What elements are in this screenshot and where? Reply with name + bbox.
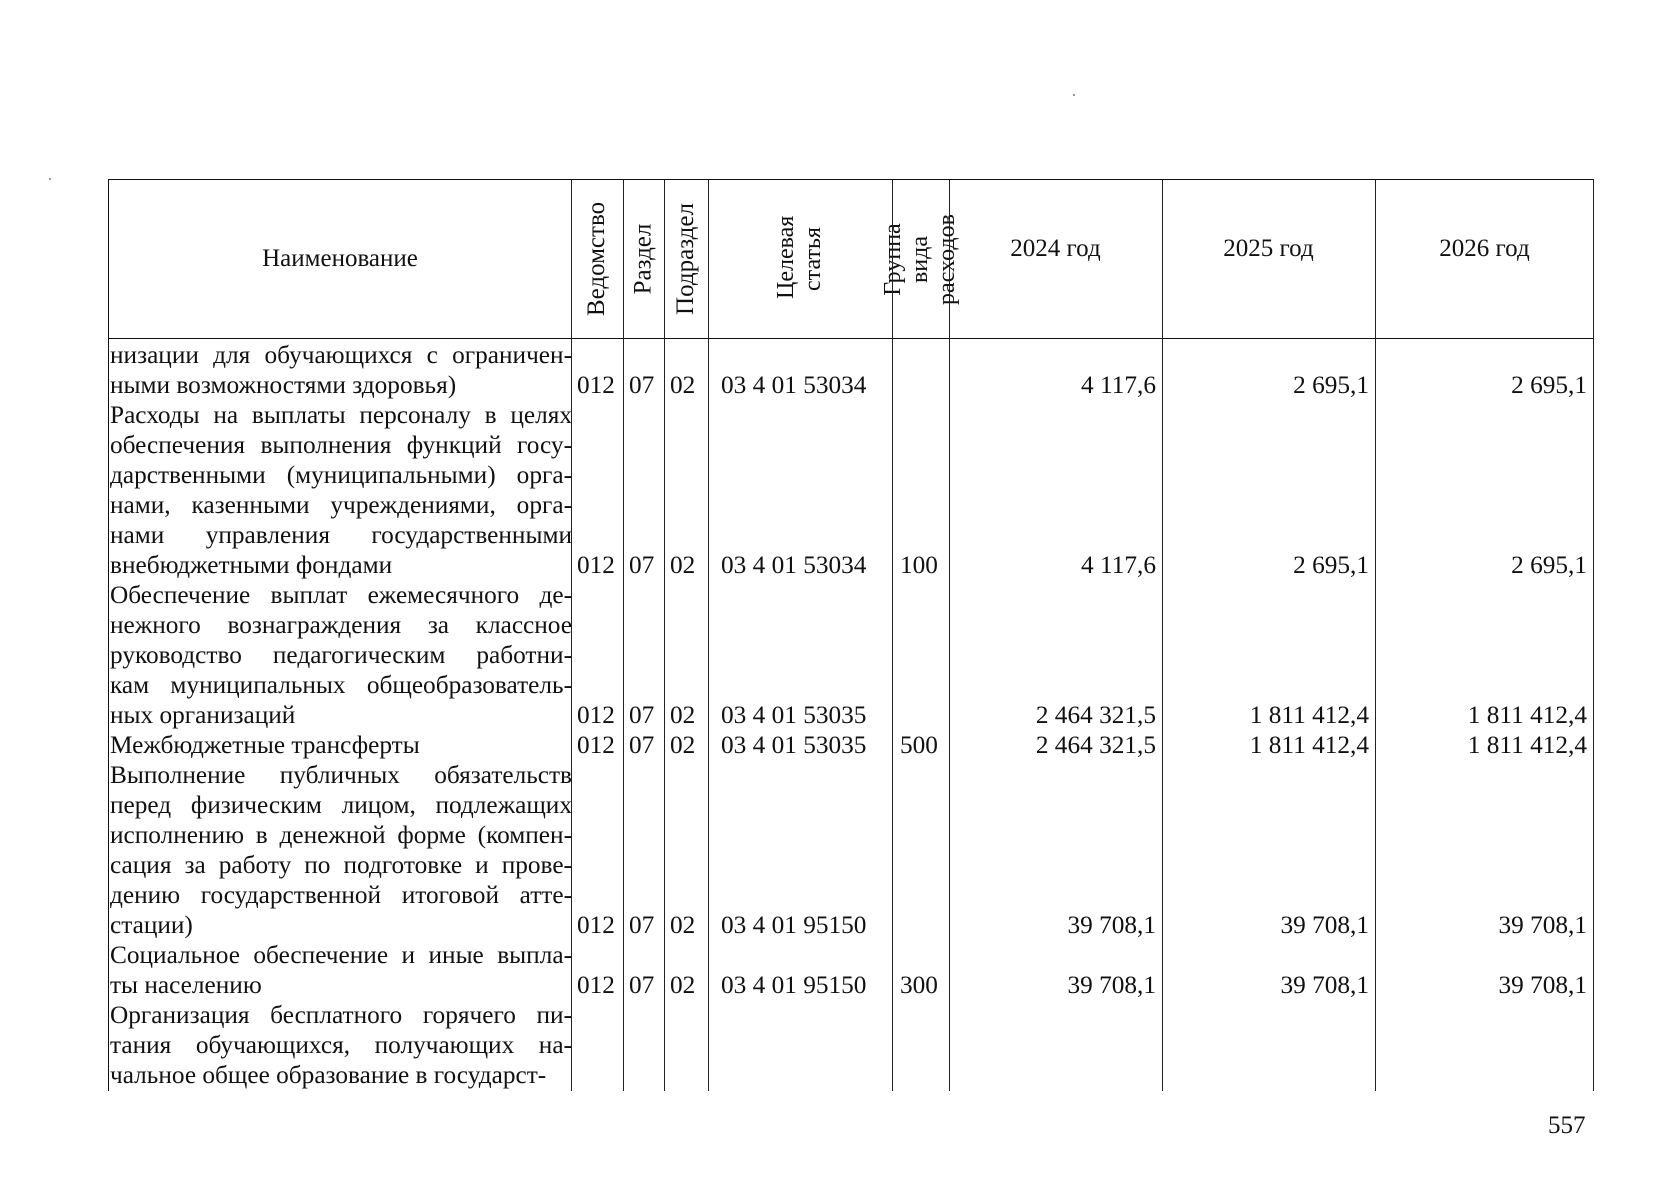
- row-name-line: Выполнение публичных обязательств: [110, 761, 572, 789]
- header-expense-group: [880, 180, 961, 338]
- row-name-line: руководство педагогическим работни-: [110, 641, 572, 669]
- cell-section: 07: [629, 551, 655, 579]
- header-section: [623, 180, 664, 338]
- header-name-label: Наименование: [262, 245, 418, 272]
- cell-subsection: 02: [670, 701, 696, 729]
- cell-target-article: 03 4 01 53034: [721, 371, 867, 399]
- cell-target-article: 03 4 01 95150: [721, 911, 867, 939]
- cell-subsection: 02: [670, 731, 696, 759]
- header-target-article-label: Целевая статья: [773, 215, 826, 299]
- header-year-2025-label: 2025 год: [1223, 235, 1314, 262]
- cell-target-article: 03 4 01 95150: [721, 971, 867, 999]
- header-year-2026-label: 2026 год: [1439, 235, 1530, 262]
- column-divider: [1375, 180, 1376, 1091]
- row-name-line: низации для обучающихся с ограничен-: [110, 341, 572, 369]
- cell-target-article: 03 4 01 53035: [721, 731, 867, 759]
- column-divider: [892, 180, 893, 1091]
- cell-section: 07: [629, 911, 655, 939]
- scan-speck: [49, 178, 51, 180]
- cell-subsection: 02: [670, 371, 696, 399]
- cell-expense-group: 100: [900, 551, 938, 579]
- header-department: [571, 180, 623, 338]
- header-subsection: [664, 180, 708, 338]
- cell-year-2026: 1 811 412,4: [1467, 731, 1587, 759]
- cell-year-2026: 39 708,1: [1498, 971, 1587, 999]
- cell-department: 012: [577, 971, 615, 999]
- cell-department: 012: [577, 731, 615, 759]
- cell-section: 07: [629, 971, 655, 999]
- cell-year-2026: 2 695,1: [1511, 551, 1587, 579]
- row-name-line: Обеспечение выплат ежемесячного де-: [110, 581, 572, 609]
- header-department-label: Ведомство: [583, 201, 611, 317]
- cell-year-2026: 1 811 412,4: [1467, 701, 1587, 729]
- header-subsection-label: Подраздел: [672, 203, 699, 315]
- cell-year-2025: 2 695,1: [1293, 551, 1369, 579]
- row-name-line: Расходы на выплаты персоналу в целях: [110, 401, 572, 429]
- header-year-2026: [1375, 180, 1594, 338]
- row-name-line: ты населению: [110, 971, 262, 999]
- cell-year-2024: 4 117,6: [1081, 551, 1156, 579]
- scan-speck: [1073, 94, 1075, 96]
- page-number: 557: [1548, 1112, 1586, 1139]
- column-divider: [949, 180, 950, 1091]
- row-name-line: исполнению в денежной форме (компен-: [110, 821, 572, 849]
- row-name-line: перед физическим лицом, подлежащих: [110, 791, 572, 819]
- cell-subsection: 02: [670, 911, 696, 939]
- cell-year-2024: 39 708,1: [1067, 911, 1156, 939]
- row-name-line: сация за работу по подготовке и прове-: [110, 851, 572, 879]
- row-name-line: дению государственной итоговой атте-: [110, 881, 572, 909]
- cell-year-2025: 1 811 412,4: [1249, 731, 1369, 759]
- cell-expense-group: 500: [900, 731, 938, 759]
- row-name-line: внебюджетными фондами: [110, 551, 393, 579]
- header-year-2025: [1162, 180, 1375, 338]
- table-header-row: [109, 180, 1594, 339]
- budget-table: [108, 179, 1594, 1091]
- row-name-line: ными возможностями здоровья): [110, 371, 457, 399]
- cell-department: 012: [577, 911, 615, 939]
- header-section-label: Раздел: [629, 223, 657, 295]
- cell-year-2026: 39 708,1: [1498, 911, 1587, 939]
- row-name-line: тания обучающихся, получающих на-: [110, 1031, 572, 1059]
- cell-year-2025: 2 695,1: [1293, 371, 1369, 399]
- cell-year-2025: 39 708,1: [1280, 971, 1369, 999]
- row-name-line: кам муниципальных общеобразователь-: [110, 671, 572, 699]
- cell-year-2024: 2 464 321,5: [1035, 701, 1156, 729]
- row-name-line: Межбюджетные трансферты: [110, 731, 420, 759]
- cell-subsection: 02: [670, 971, 696, 999]
- header-target-article: [708, 180, 892, 338]
- column-divider: [664, 180, 665, 1091]
- column-divider: [708, 180, 709, 1091]
- cell-year-2026: 2 695,1: [1511, 371, 1587, 399]
- row-name-line: нами, казенными учреждениями, орга-: [110, 491, 572, 519]
- row-name-line: Организация бесплатного горячего пи-: [110, 1001, 572, 1029]
- cell-year-2025: 39 708,1: [1280, 911, 1369, 939]
- header-name: [109, 180, 571, 338]
- header-year-2024-label: 2024 год: [1010, 235, 1101, 262]
- row-name-line: нами управления государственными: [110, 521, 572, 549]
- header-year-2024: [949, 180, 1162, 338]
- cell-expense-group: 300: [900, 971, 938, 999]
- cell-department: 012: [577, 701, 615, 729]
- header-expense-group-label: Группа вида расходов: [880, 213, 961, 305]
- cell-year-2024: 39 708,1: [1067, 971, 1156, 999]
- cell-subsection: 02: [670, 551, 696, 579]
- row-name-line: обеспечения выполнения функций госу-: [110, 431, 572, 459]
- cell-section: 07: [629, 731, 655, 759]
- row-name-line: ных организаций: [110, 701, 296, 729]
- row-name-line: стации): [110, 911, 193, 939]
- cell-department: 012: [577, 551, 615, 579]
- row-name-line: чальное общее образование в государст-: [110, 1061, 547, 1089]
- cell-section: 07: [629, 701, 655, 729]
- cell-section: 07: [629, 371, 655, 399]
- cell-year-2024: 4 117,6: [1081, 371, 1156, 399]
- row-name-line: дарственными (муниципальными) орга-: [110, 461, 572, 489]
- column-divider: [623, 180, 624, 1091]
- cell-year-2024: 2 464 321,5: [1035, 731, 1156, 759]
- cell-department: 012: [577, 371, 615, 399]
- cell-year-2025: 1 811 412,4: [1249, 701, 1369, 729]
- column-divider: [1593, 180, 1594, 1091]
- cell-target-article: 03 4 01 53035: [721, 701, 867, 729]
- row-name-line: Социальное обеспечение и иные выпла-: [110, 941, 572, 969]
- row-name-line: нежного вознаграждения за классное: [110, 611, 572, 639]
- cell-target-article: 03 4 01 53034: [721, 551, 867, 579]
- column-divider: [1162, 180, 1163, 1091]
